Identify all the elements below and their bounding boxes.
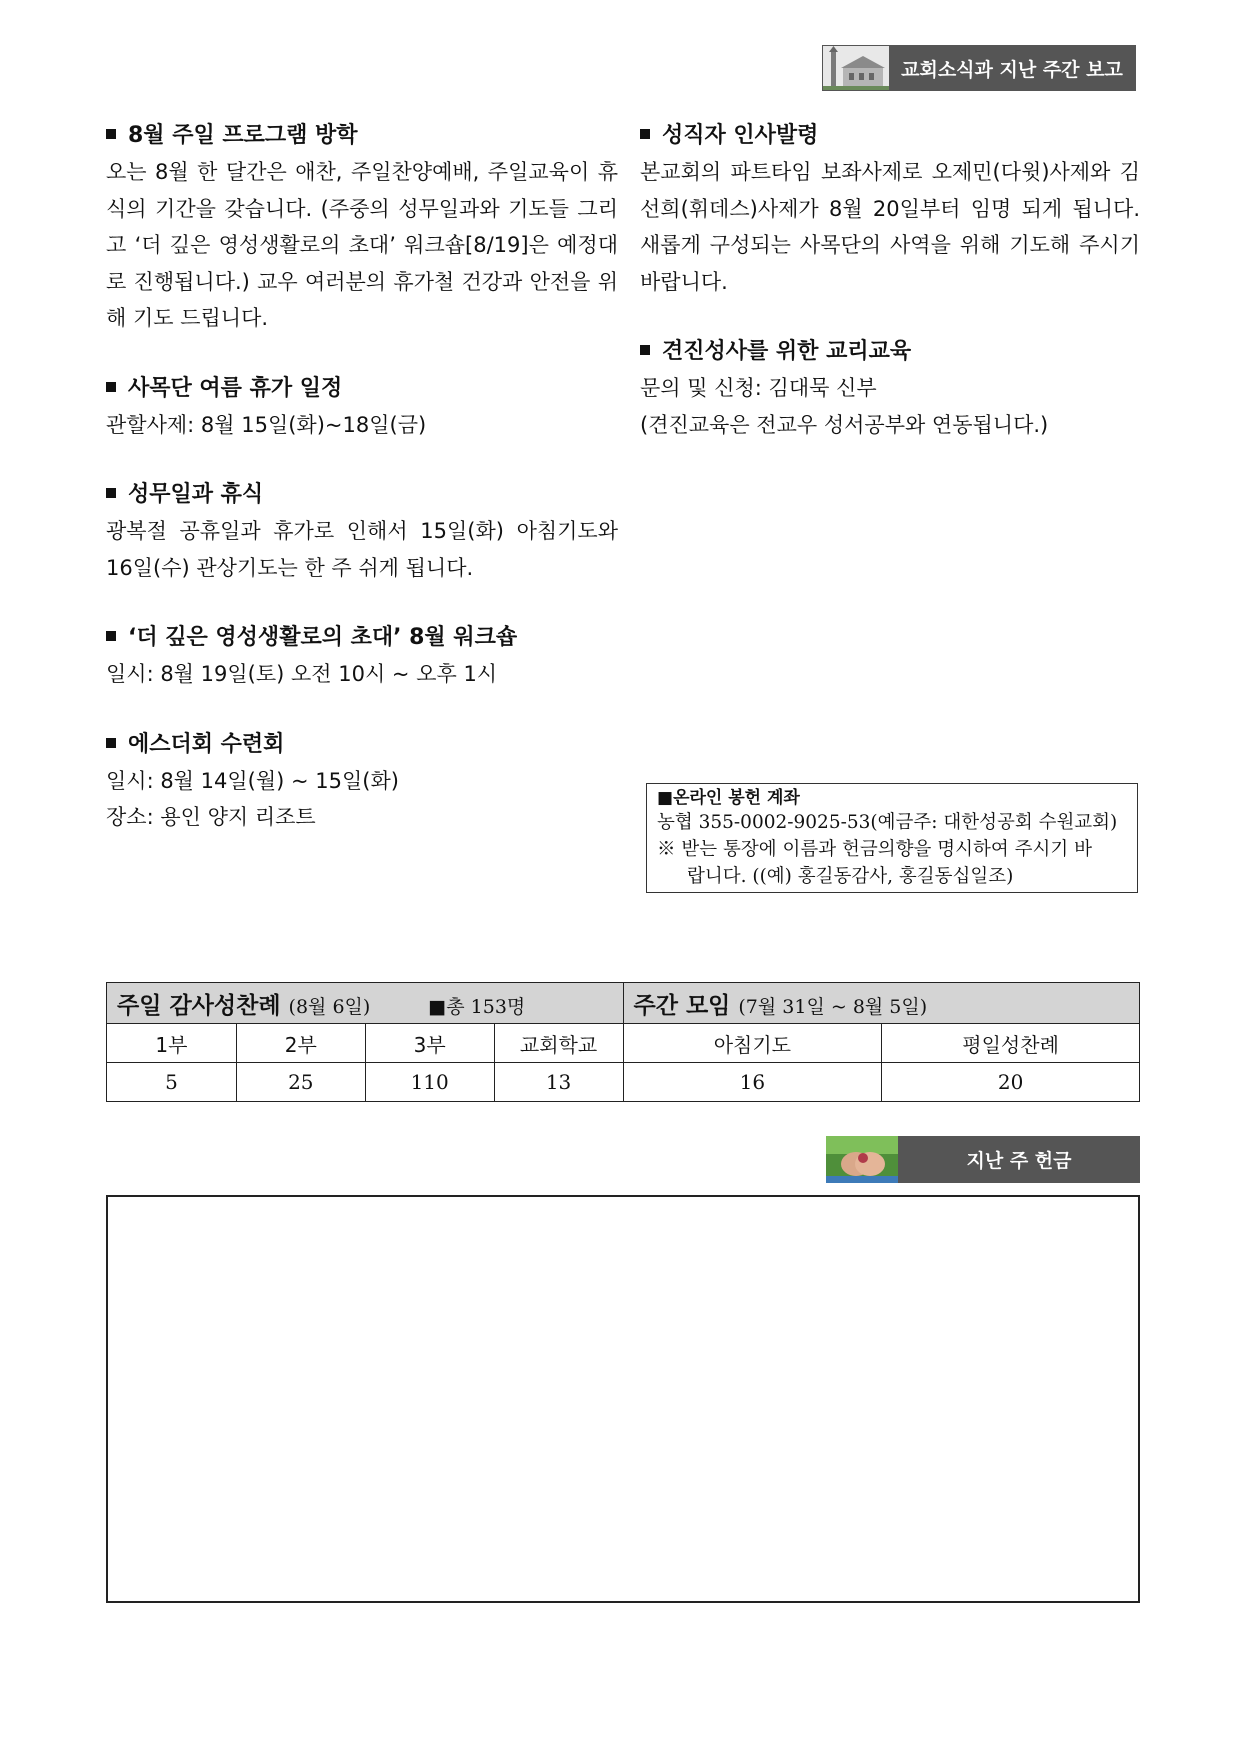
- offering-section-header: [826, 1136, 1140, 1183]
- section-pastoral-vacation: [106, 371, 618, 444]
- weekly-date: (7월 31일 ~ 8월 5일): [738, 995, 928, 1018]
- table-row: [107, 1024, 1140, 1063]
- offering-note-line1: ※ 받는 통장에 이름과 헌금의향을 명시하여 주시기 바: [657, 839, 1092, 860]
- bullet-square-icon: [106, 488, 116, 498]
- left-column: [106, 118, 618, 870]
- total-attendance: ■총 153명: [428, 995, 526, 1018]
- section-workshop: [106, 620, 618, 693]
- offering-note-line2: 랍니다. ((예) 홍길동감사, 홍길동십일조): [687, 866, 1014, 887]
- section-text: 광복절 공휴일과 휴가로 인해서 15일(화) 아침기도와 16일(수) 관상기도는 한 주 쉬게 됩니다.: [106, 519, 618, 580]
- section-clergy-appointment: [640, 118, 1140, 300]
- section-text: 본교회의 파트타임 보좌사제로 오제민(다윗)사제와 김선희(휘데스)사제가 8월 20일부터 임명 되게 됩니다. 새롭게 구성되는 사목단의 사역을 위해 기도해 주시기 바랍니다.: [640, 160, 1140, 294]
- section-text: 관할사제: 8월 15일(화)~18일(금): [106, 412, 427, 437]
- section-title: 에스더회 수련회: [128, 731, 285, 757]
- section-esther-retreat: [106, 727, 618, 836]
- bank-account: 농협 355-0002-9025-53(예금주: 대한성공회 수원교회): [657, 812, 1118, 833]
- table-row: [107, 1063, 1140, 1102]
- table-cell: 25: [236, 1063, 365, 1102]
- sunday-eucharist-label: 주일 감사성찬례: [117, 992, 281, 1019]
- page-header: [822, 45, 1136, 91]
- bullet-square-icon: [106, 382, 116, 392]
- right-column: [640, 118, 1140, 477]
- section-title: 견진성사를 위한 교리교육: [662, 339, 912, 364]
- section-title: 8월 주일 프로그램 방학: [128, 123, 358, 148]
- column-header: 2부: [236, 1024, 365, 1063]
- section-title: ‘더 깊은 영성생활로의 초대’ 8월 워크숍: [128, 625, 518, 650]
- table-cell: 20: [882, 1063, 1140, 1102]
- section-confirmation-class: [640, 334, 1140, 443]
- table-header-row: [107, 983, 1140, 1024]
- bullet-square-icon: [640, 129, 650, 139]
- attendance-table: [106, 982, 1140, 1102]
- church-building-icon: [823, 46, 889, 90]
- bullet-square-icon: [106, 129, 116, 139]
- table-cell: 16: [623, 1063, 882, 1102]
- offering-section-title: 지난 주 헌금: [898, 1136, 1140, 1183]
- column-header: 1부: [107, 1024, 237, 1063]
- weekly-meeting-header: [623, 983, 1140, 1024]
- bullet-square-icon: [106, 738, 116, 748]
- section-text: 문의 및 신청: 김대묵 신부: [640, 376, 877, 400]
- offering-content-area: [106, 1195, 1140, 1603]
- online-offering-box: ■온라인 봉헌 계좌 농협 355-0002-9025-53(예금주: 대한성공회 수원교회) ※ 받는 통장에 이름과 헌금의향을 명시하여 주시기 바 랍니다. ((예) 홍길동감사, 홍길동십일조): [646, 783, 1138, 893]
- section-august-program-break: [106, 118, 618, 337]
- column-header: 평일성찬례: [882, 1024, 1140, 1063]
- section-title: 사목단 여름 휴가 일정: [128, 375, 343, 401]
- sunday-date: (8월 6일): [288, 995, 371, 1018]
- column-header: 교회학교: [494, 1024, 623, 1063]
- table-cell: 13: [494, 1063, 623, 1102]
- section-text: 오는 8월 한 달간은 애찬, 주일찬양예배, 주일교육이 휴식의 기간을 갖습니다. (주중의 성무일과와 기도들 그리고 ‘더 깊은 영성생활로의 초대’ 워크숍[8/19]은 예정대로 진행됩니다.) 교우 여러분의 휴가철 건강과 안전을 위해 기도 드립니다.: [106, 160, 618, 330]
- weekly-meeting-label: 주간 모임: [633, 992, 731, 1019]
- online-offering-title: 온라인 봉헌 계좌: [673, 788, 800, 808]
- section-title: 성직자 인사발령: [662, 123, 819, 148]
- section-title: 성무일과 휴식: [128, 482, 264, 507]
- offering-hands-icon: [826, 1136, 898, 1183]
- section-text: (견진교육은 전교우 성서공부와 연동됩니다.): [640, 412, 1049, 437]
- bullet-square-icon: [106, 631, 116, 641]
- sunday-eucharist-header: [107, 983, 624, 1024]
- table-cell: 110: [365, 1063, 494, 1102]
- section-daily-office-break: [106, 477, 618, 586]
- column-header: 3부: [365, 1024, 494, 1063]
- header-title: 교회소식과 지난 주간 보고: [889, 46, 1135, 90]
- section-text: 장소: 용인 양지 리조트: [106, 805, 316, 829]
- section-text: 일시: 8월 14일(월) ~ 15일(화): [106, 768, 399, 793]
- column-header: 아침기도: [623, 1024, 882, 1063]
- table-cell: 5: [107, 1063, 237, 1102]
- section-text: 일시: 8월 19일(토) 오전 10시 ~ 오후 1시: [106, 662, 498, 686]
- bullet-square-icon: [640, 345, 650, 355]
